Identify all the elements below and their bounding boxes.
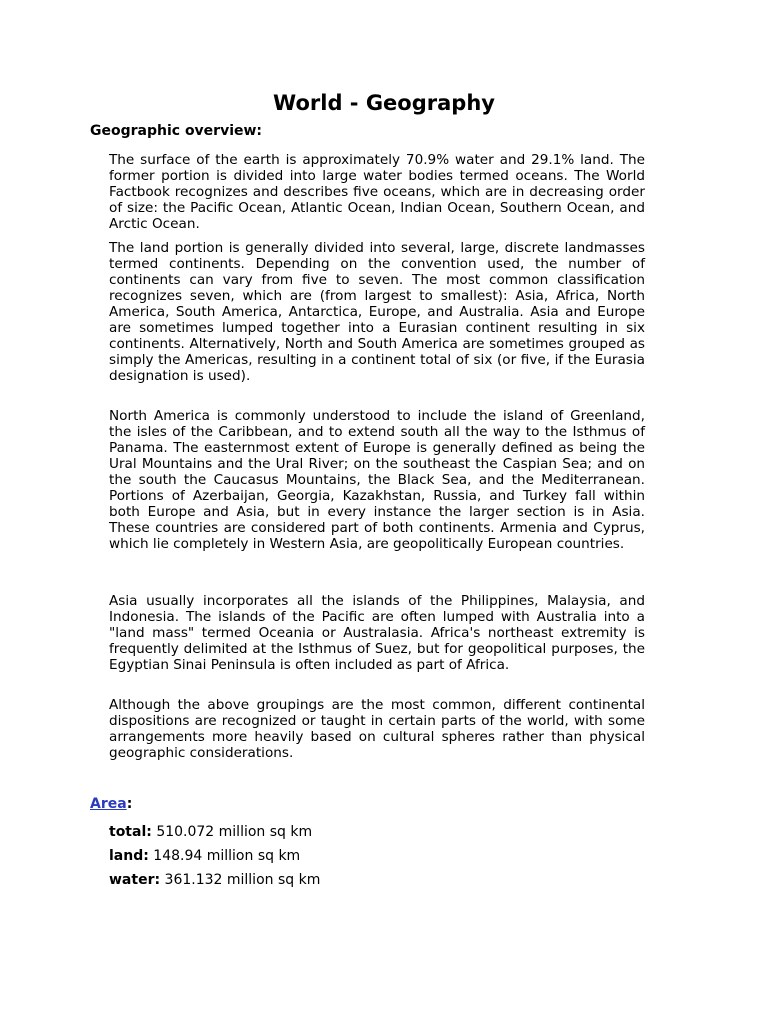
paragraph-oceans: The surface of the earth is approximately 70.9% water and 29.1% land. The former portion is divided into large water bodies termed oceans. The World Factbook recognizes and describes five oceans, which are in decreasing order of size: the Pacific Ocean, Atlantic Ocean, Indian Ocean, Southern Ocean, and Arctic Ocean. [109, 152, 645, 232]
area-total-value: 510.072 million sq km [156, 824, 313, 840]
area-land-label: land: [109, 848, 149, 864]
area-link[interactable]: Area [90, 796, 127, 812]
area-water-value: 361.132 million sq km [164, 872, 321, 888]
geographic-overview-heading: Geographic overview: [90, 123, 263, 139]
area-total-label: total: [109, 824, 152, 840]
paragraph-continents: The land portion is generally divided into several, large, discrete landmasses termed continents. Depending on the convention used, the number of continents can vary from five to seven. The most common classification recognizes seven, which are (from largest to smallest): Asia, Africa, North America, South America, Antarctica, Europe, and Australia. Asia and Europe are sometimes lumped together into a Eurasian continent resulting in six continents. Alternatively, North and South America are sometimes grouped as simply the Americas, resulting in a continent total of six (or five, if the Eurasia designation is used). [109, 240, 645, 384]
area-row-water [109, 871, 320, 889]
area-heading [90, 795, 132, 813]
paragraph-north-america-europe: North America is commonly understood to include the island of Greenland, the isles of the Caribbean, and to extend south all the way to the Isthmus of Panama. The easternmost extent of Europe is generally defined as being the Ural Mountains and the Ural River; on the southeast the Caspian Sea; and on the south the Caucasus Mountains, the Black Sea, and the Mediterranean. Portions of Azerbaijan, Georgia, Kazakhstan, Russia, and Turkey fall within both Europe and Asia, but in every instance the larger section is in Asia. These countries are considered part of both continents. Armenia and Cyprus, which lie completely in Western Asia, are geopolitically European countries. [109, 408, 645, 552]
page-title: World - Geography [273, 91, 495, 115]
area-water-label: water: [109, 872, 161, 888]
area-row-land [109, 847, 300, 865]
paragraph-groupings: Although the above groupings are the most common, different continental dispositions are recognized or taught in certain parts of the world, with some arrangements more heavily based on cultural spheres rather than physical geographic considerations. [109, 697, 645, 761]
area-colon: : [126, 796, 133, 812]
area-row-total [109, 823, 312, 841]
area-land-value: 148.94 million sq km [153, 848, 301, 864]
paragraph-asia-oceania: Asia usually incorporates all the islands of the Philippines, Malaysia, and Indonesia. The islands of the Pacific are often lumped with Australia into a "land mass" termed Oceania or Australasia. Africa's northeast extremity is frequently delimited at the Isthmus of Suez, but for geopolitical purposes, the Egyptian Sinai Peninsula is often included as part of Africa. [109, 593, 645, 673]
